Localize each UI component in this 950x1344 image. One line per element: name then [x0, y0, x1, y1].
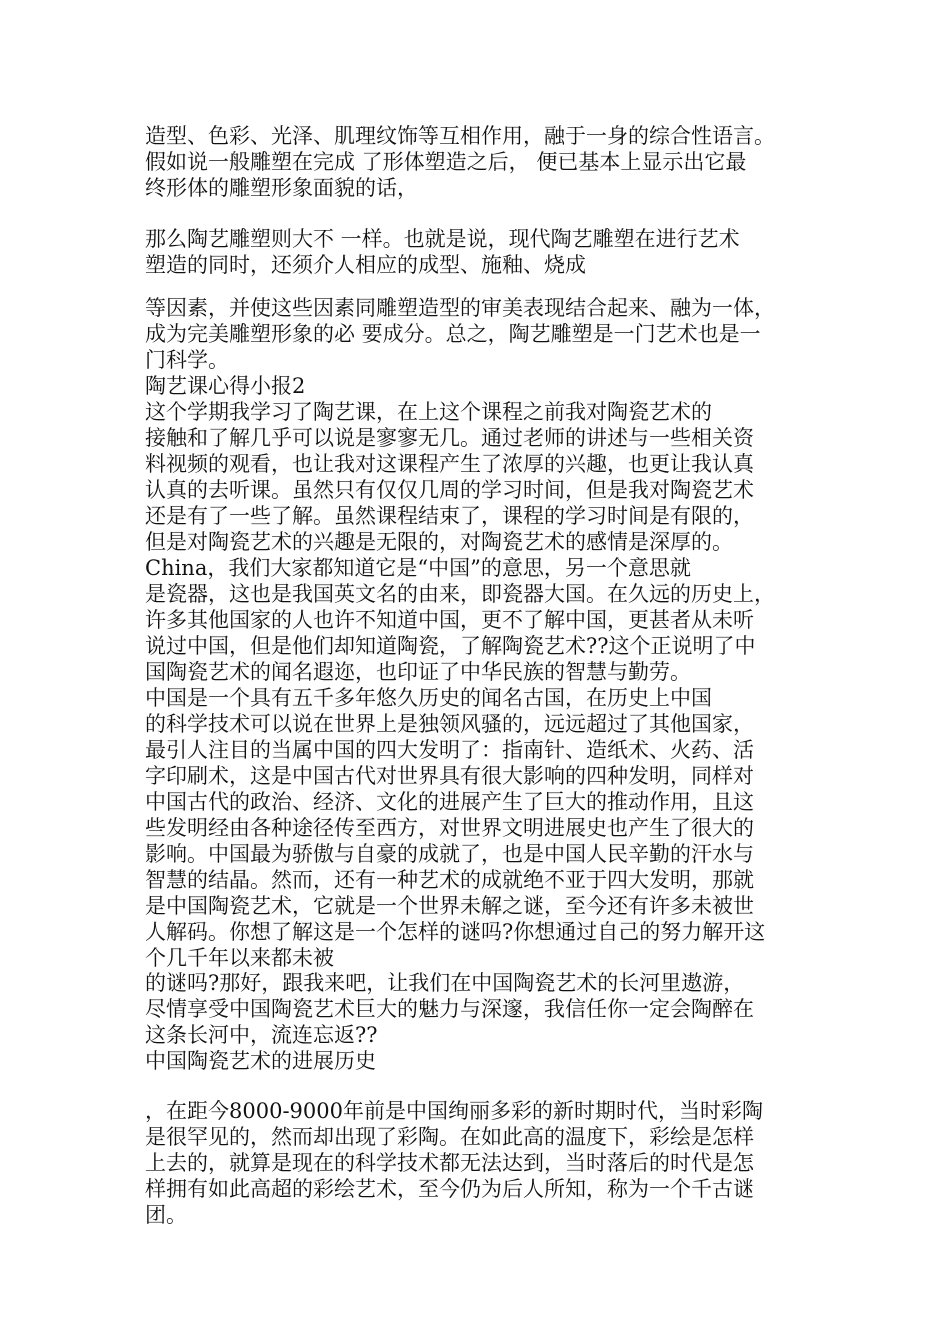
text-line: 人解码。你想了解这是一个怎样的谜吗?你想通过自己的努力解开这 [145, 920, 766, 944]
text-line: 智慧的结晶。然而，还有一种艺术的成就绝不亚于四大发明，那就 [145, 868, 754, 892]
text-line: 等因素，并使这些因素同雕塑造型的审美表现结合起来、融为一体， [145, 296, 775, 320]
paragraph-block-4 [145, 970, 825, 1074]
text-line: 些发明经由各种途径传至西方，对世界文明进展史也产生了很大的 [145, 816, 754, 840]
text-line: 个几千年以来都未被 [145, 946, 334, 970]
text-line: China，我们大家都知道它是“中国”的意思，另一个意思就 [145, 556, 691, 580]
text-line: 国陶瓷艺术的闻名遐迩，也印证了中华民族的智慧与勤劳。 [145, 660, 691, 684]
text-line: 门科学。 [145, 348, 229, 372]
paragraph-block-5 [145, 1098, 825, 1228]
text-line: 尽情享受中国陶瓷艺术巨大的魅力与深邃，我信任你一定会陶醉在 [145, 997, 754, 1021]
text-line: 中国古代的政治、经济、文化的进展产生了巨大的推动作用，且这 [145, 790, 754, 814]
text-line: 造型、色彩、光泽、肌理纹饰等互相作用，融于一身的综合性语言。 [145, 124, 775, 148]
text-line: 成为完美雕塑形象的必 要成分。总之，陶艺雕塑是一门艺术也是一 [145, 322, 761, 346]
text-line: 上去的，就算是现在的科学技术都无法达到，当时落后的时代是怎 [145, 1151, 754, 1175]
paragraph-block-2 [145, 226, 825, 278]
text-line: 样拥有如此高超的彩绘艺术，至今仍为后人所知，称为一个千古谜 [145, 1177, 754, 1201]
text-line: 许多其他国家的人也许不知道中国，更不了解中国，更甚者从未听 [145, 608, 754, 632]
text-line: 假如说一般雕塑在完成 了形体塑造之后， 便已基本上显示出它最 [145, 150, 747, 174]
text-line: 终形体的雕塑形象面貌的话， [145, 176, 418, 200]
text-line: 但是对陶瓷艺术的兴趣是无限的，对陶瓷艺术的感情是深厚的。 [145, 530, 733, 554]
section-heading: 陶艺课心得小报2 [145, 374, 306, 398]
text-line: 团。 [145, 1203, 187, 1227]
text-line: 字印刷术，这是中国古代对世界具有很大影响的四种发明，同样对 [145, 764, 754, 788]
text-line: 是瓷器，这也是我国英文名的由来，即瓷器大国。在久远的历史上， [145, 582, 775, 606]
text-line: 的科学技术可以说在世界上是独领风骚的，远远超过了其他国家， [145, 712, 754, 736]
text-line: 是很罕见的，然而却出现了彩陶。在如此高的温度下，彩绘是怎样 [145, 1125, 754, 1149]
text-line: 料视频的观看，也让我对这课程产生了浓厚的兴趣，也更让我认真 [145, 452, 754, 476]
text-line: 接触和了解几乎可以说是寥寥无几。通过老师的讲述与一些相关资 [145, 426, 754, 450]
text-line: 那么陶艺雕塑则大不 一样。也就是说，现代陶艺雕塑在进行艺术 [145, 227, 740, 251]
text-line: 影响。中国最为骄傲与自豪的成就了，也是中国人民辛勤的汗水与 [145, 842, 754, 866]
paragraph-block-3 [145, 295, 825, 971]
text-line: 认真的去听课。虽然只有仅仅几周的学习时间，但是我对陶瓷艺术 [145, 478, 754, 502]
text-line: 还是有了一些了解。虽然课程结束了，课程的学习时间是有限的， [145, 504, 754, 528]
text-line: 塑造的同时，还须介人相应的成型、施釉、烧成 [145, 253, 586, 277]
paragraph-block-1 [145, 123, 825, 201]
section-heading: 中国陶瓷艺术的进展历史 [145, 1049, 376, 1073]
text-line: 说过中国，但是他们却知道陶瓷，了解陶瓷艺术??这个正说明了中 [145, 634, 756, 658]
text-line: 是中国陶瓷艺术，它就是一个世界未解之谜，至今还有许多未被世 [145, 894, 754, 918]
text-line: 这个学期我学习了陶艺课，在上这个课程之前我对陶瓷艺术的 [145, 400, 712, 424]
text-line: 最引人注目的当属中国的四大发明了：指南针、造纸术、火药、活 [145, 738, 754, 762]
text-line: ，在距今8000-9000年前是中国绚丽多彩的新时期时代，当时彩陶 [145, 1099, 763, 1123]
text-line: 的谜吗?那好，跟我来吧，让我们在中国陶瓷艺术的长河里遨游， [145, 971, 745, 995]
text-line: 这条长河中，流连忘返?? [145, 1023, 378, 1047]
text-line: 中国是一个具有五千多年悠久历史的闻名古国，在历史上中国 [145, 686, 712, 710]
